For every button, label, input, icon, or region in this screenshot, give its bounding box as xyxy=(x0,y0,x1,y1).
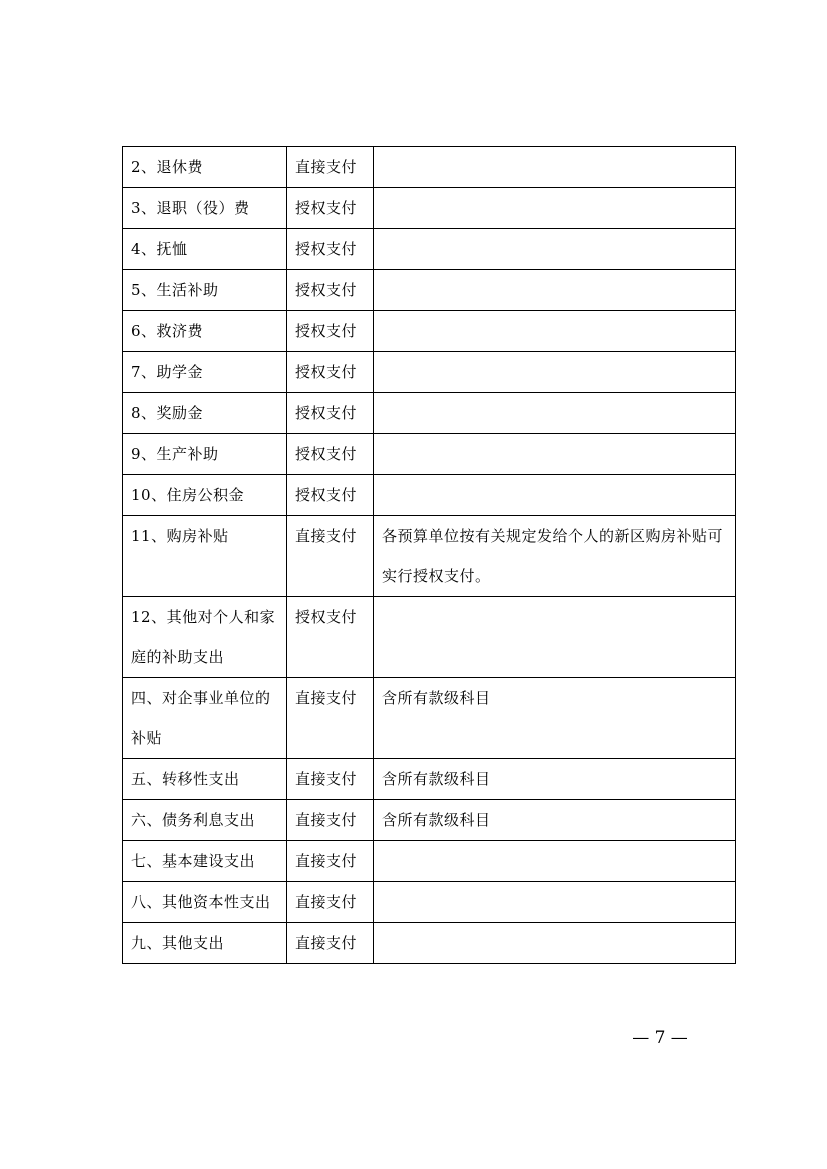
note-cell xyxy=(374,188,736,229)
item-cell: 11、购房补贴 xyxy=(123,516,287,597)
table-row xyxy=(123,147,736,188)
item-cell: 8、奖励金 xyxy=(123,393,287,434)
payment-method-cell: 直接支付 xyxy=(287,759,374,800)
note-cell: 含所有款级科目 xyxy=(374,678,736,759)
note-cell xyxy=(374,882,736,923)
table-row xyxy=(123,188,736,229)
payment-method-table xyxy=(122,146,736,964)
table-row xyxy=(123,759,736,800)
table-row xyxy=(123,434,736,475)
note-cell xyxy=(374,352,736,393)
item-cell: 九、其他支出 xyxy=(123,923,287,964)
item-cell: 6、救济费 xyxy=(123,311,287,352)
note-cell: 含所有款级科目 xyxy=(374,759,736,800)
item-cell: 10、住房公积金 xyxy=(123,475,287,516)
note-cell xyxy=(374,311,736,352)
payment-method-cell: 授权支付 xyxy=(287,434,374,475)
table-row xyxy=(123,393,736,434)
payment-method-cell: 直接支付 xyxy=(287,882,374,923)
table-row xyxy=(123,352,736,393)
item-cell: 八、其他资本性支出 xyxy=(123,882,287,923)
payment-method-cell: 直接支付 xyxy=(287,923,374,964)
note-cell xyxy=(374,270,736,311)
payment-method-cell: 直接支付 xyxy=(287,678,374,759)
payment-method-cell: 直接支付 xyxy=(287,147,374,188)
table-row xyxy=(123,475,736,516)
item-cell: 五、转移性支出 xyxy=(123,759,287,800)
payment-method-cell: 授权支付 xyxy=(287,352,374,393)
table-row xyxy=(123,597,736,678)
note-cell xyxy=(374,475,736,516)
note-cell: 含所有款级科目 xyxy=(374,800,736,841)
item-cell: 4、抚恤 xyxy=(123,229,287,270)
item-cell: 3、退职（役）费 xyxy=(123,188,287,229)
table-row xyxy=(123,229,736,270)
note-cell xyxy=(374,147,736,188)
table-row xyxy=(123,678,736,759)
payment-method-cell: 授权支付 xyxy=(287,188,374,229)
note-cell: 各预算单位按有关规定发给个人的新区购房补贴可实行授权支付。 xyxy=(374,516,736,597)
payment-method-cell: 授权支付 xyxy=(287,270,374,311)
note-cell xyxy=(374,923,736,964)
item-cell: 9、生产补助 xyxy=(123,434,287,475)
table-row xyxy=(123,923,736,964)
item-cell: 七、基本建设支出 xyxy=(123,841,287,882)
page-number: — 7 — xyxy=(632,1028,688,1048)
note-cell xyxy=(374,229,736,270)
table-row xyxy=(123,516,736,597)
table-row xyxy=(123,882,736,923)
item-cell: 2、退休费 xyxy=(123,147,287,188)
payment-method-cell: 授权支付 xyxy=(287,597,374,678)
item-cell: 5、生活补助 xyxy=(123,270,287,311)
table-row xyxy=(123,800,736,841)
item-cell: 12、其他对个人和家庭的补助支出 xyxy=(123,597,287,678)
item-cell: 四、对企事业单位的补贴 xyxy=(123,678,287,759)
payment-method-cell: 直接支付 xyxy=(287,800,374,841)
payment-method-cell: 直接支付 xyxy=(287,841,374,882)
item-cell: 六、债务利息支出 xyxy=(123,800,287,841)
item-cell: 7、助学金 xyxy=(123,352,287,393)
payment-method-cell: 授权支付 xyxy=(287,311,374,352)
table-row xyxy=(123,841,736,882)
payment-method-cell: 授权支付 xyxy=(287,393,374,434)
payment-method-cell: 授权支付 xyxy=(287,229,374,270)
payment-method-cell: 直接支付 xyxy=(287,516,374,597)
note-cell xyxy=(374,434,736,475)
note-cell xyxy=(374,841,736,882)
note-cell xyxy=(374,597,736,678)
table-row xyxy=(123,311,736,352)
note-cell xyxy=(374,393,736,434)
table-row xyxy=(123,270,736,311)
payment-method-cell: 授权支付 xyxy=(287,475,374,516)
